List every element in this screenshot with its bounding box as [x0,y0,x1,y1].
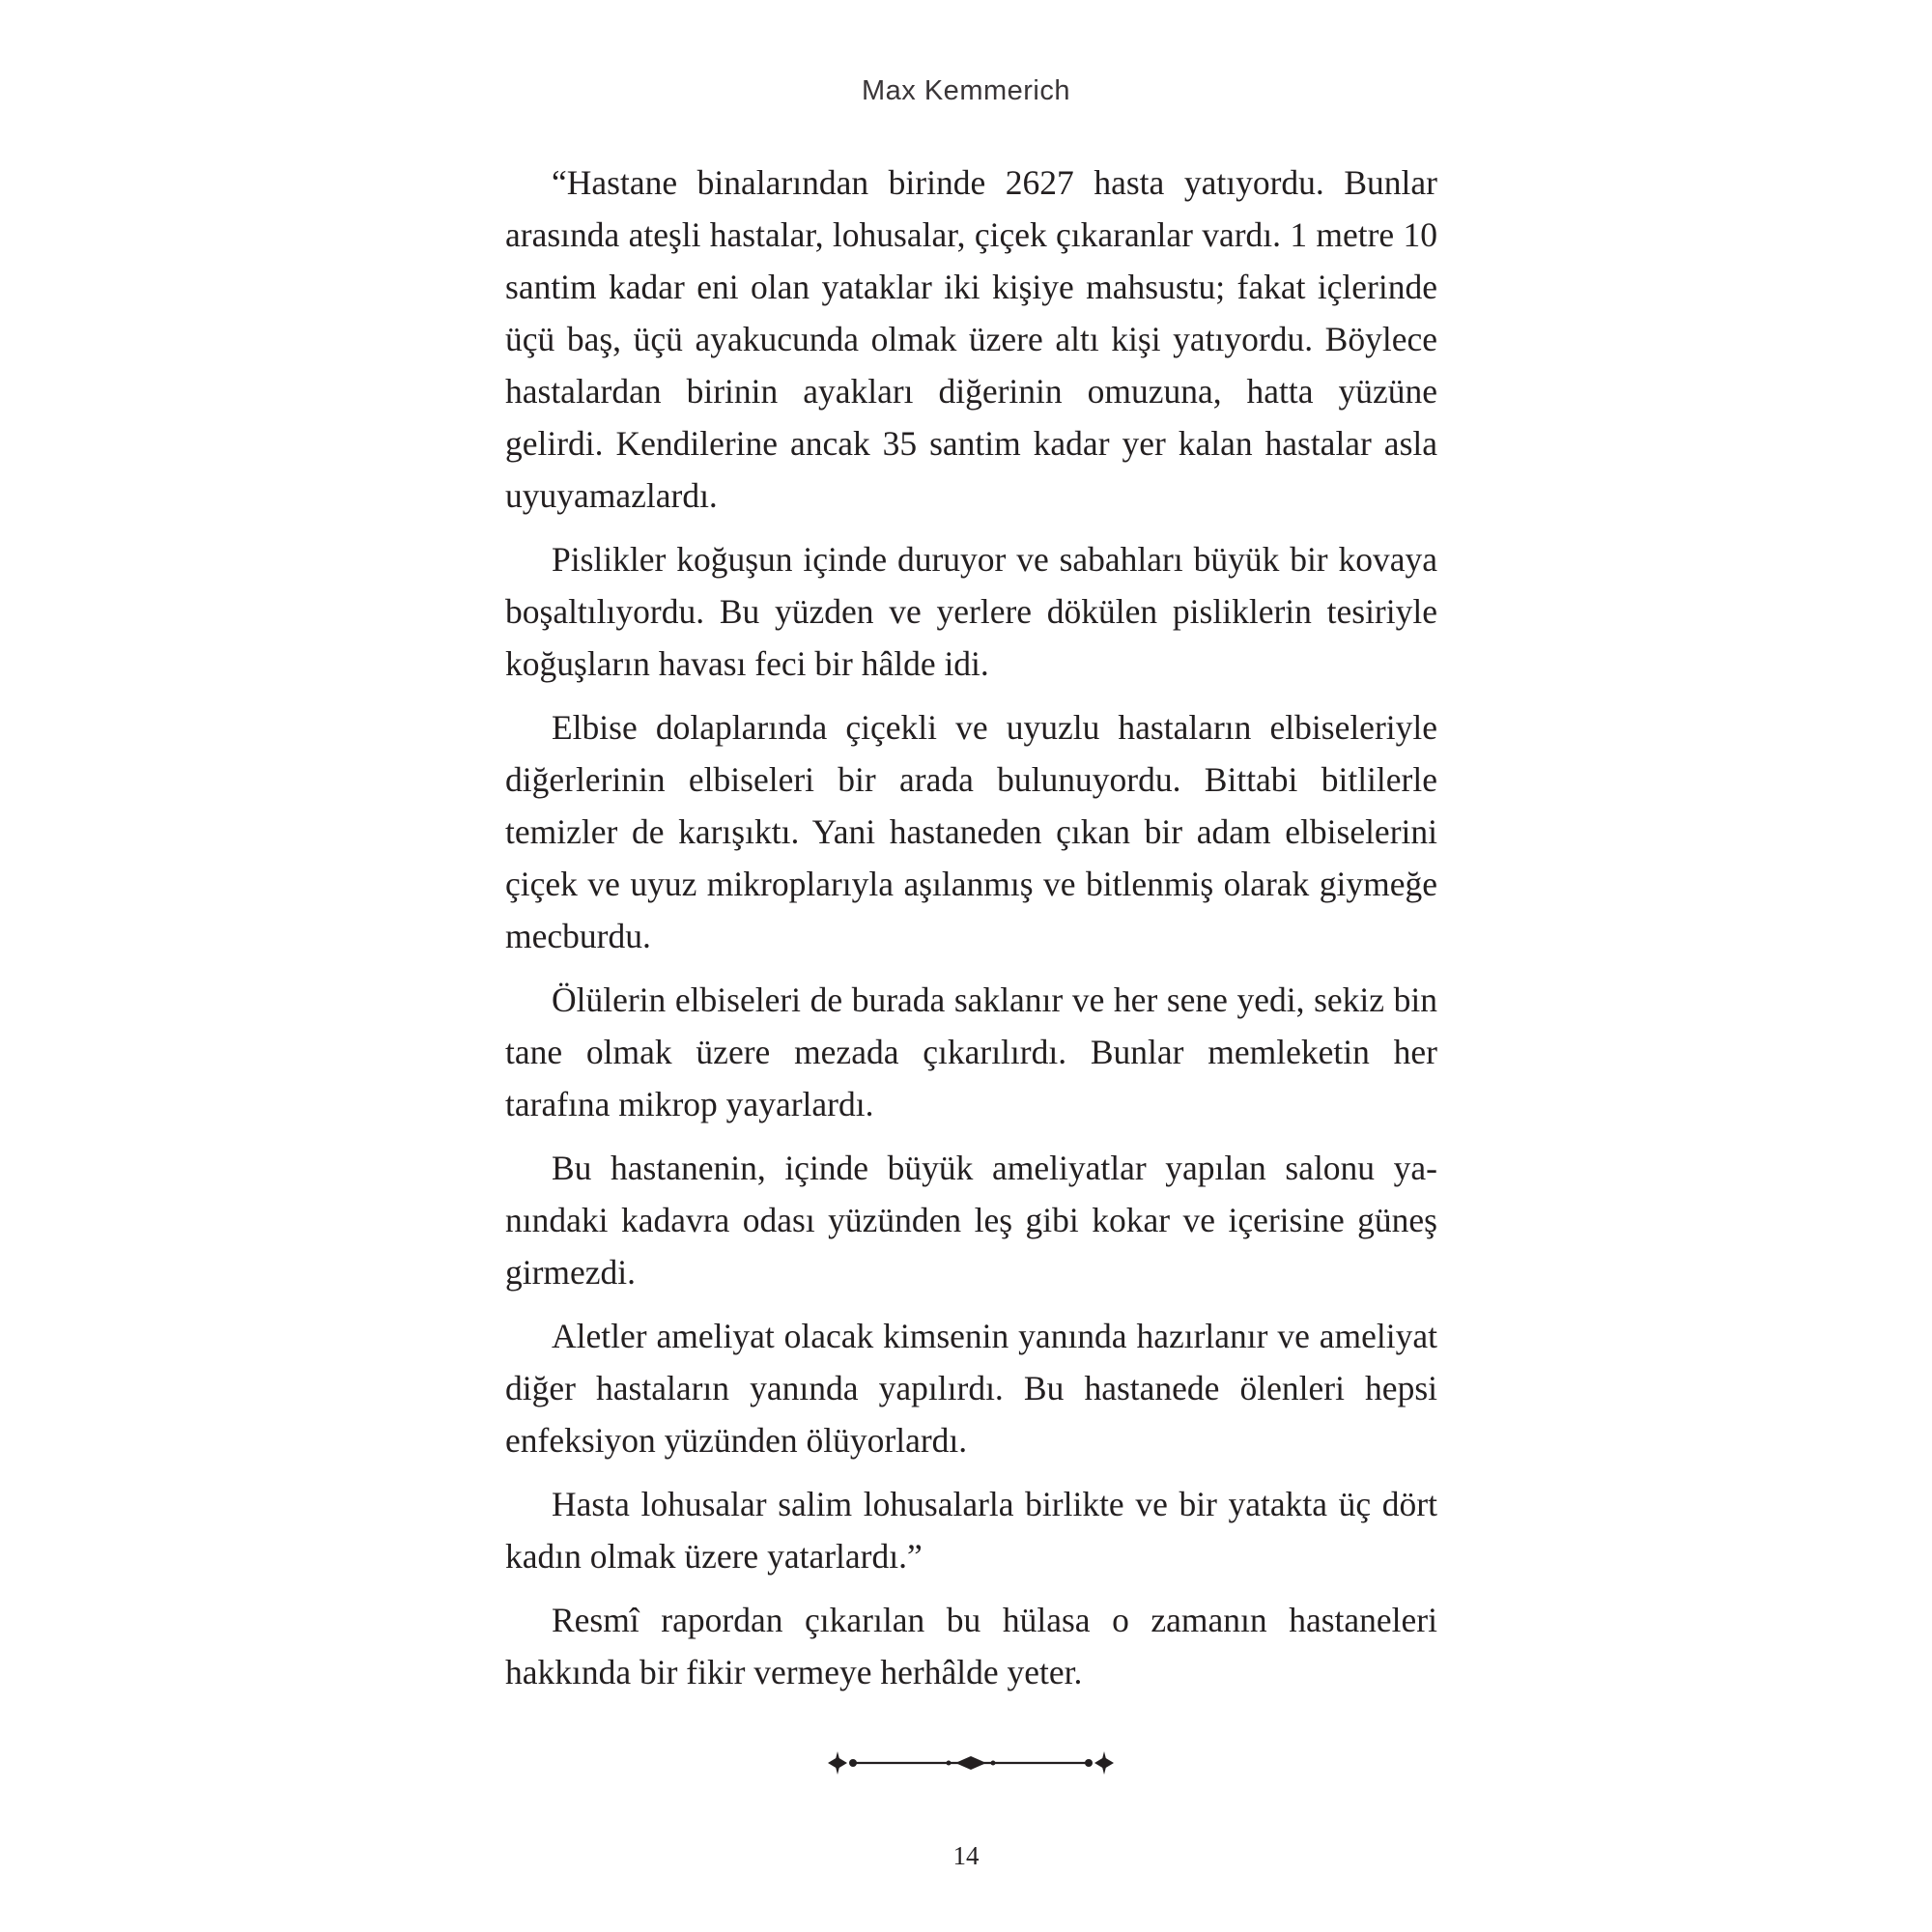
paragraph-7: Hasta lohusalar salim lohusalarla birlikte ve bir yatakta üç dört kadın olmak üzere yatarlardı.” [505,1485,1437,1576]
page-number: 14 [952,1841,980,1870]
body-text [505,156,1437,1710]
fleuron-divider-icon [826,1748,1116,1777]
paragraph-4: Ölülerin elbiseleri de burada saklanır ve her sene yedi, sekiz bin tane olmak üzere mezada çıkarılırdı. Bunlar memleketin her tarafına mikrop yayarlardı. [505,980,1437,1123]
paragraph-3: Elbise dolaplarında çiçekli ve uyuzlu hastaların elbiseleriyle diğerlerinin elbiseleri bir arada bulunuyordu. Bittabi bitlilerle temizler de karışıktı. Yani hastaneden çıkan bir adam elbiselerini çiçek ve uyuz mikroplarıyla aşılanmış ve bitlenmiş olarak giymeğe mecburdu. [505,708,1437,955]
paragraph-1: “Hastane binalarından birinde 2627 hasta yatıyordu. Bunlar arasında ateşli hastalar, lohusalar, çiçek çıkaranlar vardı. 1 metre 10 santim kadar eni olan yataklar iki kişiye mahsustu; fakat içlerinde üçü baş, üçü ayakucunda olmak üzere altı kişi yatıyordu. Böylece hastalardan birinin ayakları diğerinin omuzuna, hatta yüzüne gelirdi. Kendilerine ancak 35 santim kadar yer kalan hastalar asla uyuyamazlardı. [505,163,1437,515]
paragraph-2: Pislikler koğuşun içinde duruyor ve sabahları büyük bir kovaya boşaltılıyordu. Bu yüzden ve yerlere dökülen pisliklerin tesiriyle koğuşların havası feci bir hâlde idi. [505,540,1437,683]
running-header-author: Max Kemmerich [862,75,1070,106]
paragraph-6: Aletler ameliyat olacak kimsenin yanında hazırlanır ve ameliyat diğer hastaların yanında yapılırdı. Bu hastanede ölenleri hepsi enfeksiyon yüzünden ölüyorlardı. [505,1317,1437,1460]
paragraph-8: Resmî rapordan çıkarılan bu hülasa o zamanın hastaneleri hakkında bir fikir vermeye herhâlde yeter. [505,1601,1437,1691]
paragraph-5: Bu hastanenin, içinde büyük ameliyatlar yapılan salonu yanındaki kadavra odası yüzünden leş gibi kokar ve içerisine güneş girmezdi. [505,1149,1437,1292]
